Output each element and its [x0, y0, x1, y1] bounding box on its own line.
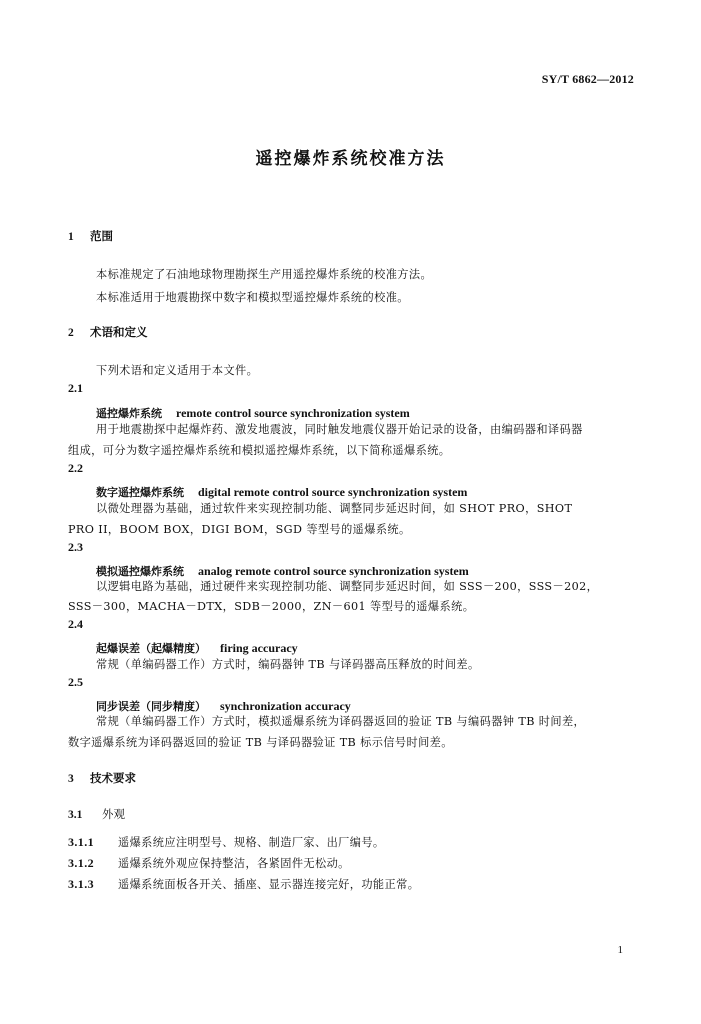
- clause-2-5-term: [96, 695, 351, 714]
- clause-3-1-2-text: 遥爆系统外观应保持整洁，各紧固件无松动。: [118, 857, 350, 870]
- subsection-3-1-title: 外观: [102, 807, 125, 821]
- section-3-number: 3: [68, 773, 74, 785]
- clause-2-5-number: 2.5: [68, 675, 83, 689]
- section-2-heading: [68, 324, 148, 340]
- clause-3-1-1-number: 3.1.1: [68, 835, 94, 849]
- clause-2-1-term-en: remote control source synchronization system: [176, 406, 410, 420]
- clause-2-1-number: 2.1: [68, 381, 83, 395]
- clause-2-1-def-line-1: 用于地震勘探中起爆炸药、激发地震波，同时触发地震仪器开始记录的设备，由编码器和译码器: [96, 423, 583, 436]
- clause-3-1-2-number: 3.1.2: [68, 856, 94, 870]
- clause-2-1-term: [96, 402, 410, 421]
- clause-3-1-1-text: 遥爆系统应注明型号、规格、制造厂家、出厂编号。: [118, 836, 385, 849]
- clause-3-1-2: [68, 855, 350, 871]
- clause-2-3-def-line-1: 以逻辑电路为基础，通过硬件来实现控制功能、调整同步延迟时间，如 SSS－200，SSS－202，: [96, 580, 599, 593]
- clause-2-3-def-line-2: SSS－300，MACHA－DTX，SDB－2000，ZN－601 等型号的遥爆系统。: [68, 600, 475, 613]
- subsection-3-1-number: 3.1: [68, 809, 83, 821]
- clause-2-5-term-en: synchronization accuracy: [220, 699, 351, 713]
- section-3-title: 技术要求: [90, 771, 136, 785]
- section-2-intro: 下列术语和定义适用于本文件。: [96, 364, 259, 377]
- subsection-3-1-heading: [68, 806, 125, 822]
- clause-2-5-def-line-2: 数字遥爆系统为译码器返回的验证 TB 与译码器验证 TB 标示信号时间差。: [68, 736, 453, 749]
- section-3-heading: [68, 770, 136, 786]
- clause-2-4-term-cn: 起爆误差（起爆精度）: [96, 642, 206, 655]
- clause-3-1-3: [68, 876, 419, 892]
- clause-3-1-3-number: 3.1.3: [68, 877, 94, 891]
- clause-2-3-number: 2.3: [68, 540, 83, 554]
- section-1-number: 1: [68, 231, 74, 243]
- clause-2-4-number: 2.4: [68, 617, 83, 631]
- section-1-para-1: 本标准规定了石油地球物理勘探生产用遥控爆炸系统的校准方法。: [96, 268, 433, 281]
- clause-2-4-def-line-1: 常规（单编码器工作）方式时，编码器钟 TB 与译码器高压释放的时间差。: [96, 658, 480, 671]
- clause-2-2-term-cn: 数字遥控爆炸系统: [96, 486, 184, 499]
- clause-2-3-term-cn: 模拟遥控爆炸系统: [96, 565, 184, 578]
- section-1-heading: [68, 228, 113, 244]
- clause-2-3-term-en: analog remote control source synchronization system: [198, 564, 469, 578]
- clause-2-5-def-line-1: 常规（单编码器工作）方式时，模拟遥爆系统为译码器返回的验证 TB 与编码器钟 TB 时间差，: [96, 715, 586, 728]
- page-number: 1: [617, 944, 623, 956]
- section-1-para-2: 本标准适用于地震勘探中数字和模拟型遥控爆炸系统的校准。: [96, 291, 409, 304]
- clause-3-1-3-text: 遥爆系统面板各开关、插座、显示器连接完好，功能正常。: [118, 878, 420, 891]
- clause-2-2-number: 2.2: [68, 461, 83, 475]
- section-1-title: 范围: [90, 229, 113, 243]
- clause-2-3-term: [96, 560, 469, 579]
- standard-number: SY/T 6862—2012: [541, 72, 634, 86]
- document-title: 遥控爆炸系统校准方法: [255, 149, 446, 169]
- clause-2-2-term: [96, 481, 467, 500]
- clause-2-5-term-cn: 同步误差（同步精度）: [96, 700, 206, 713]
- clause-2-4-term: [96, 637, 298, 656]
- clause-2-1-def-line-2: 组成，可分为数字遥控爆炸系统和模拟遥控爆炸系统，以下简称遥爆系统。: [68, 444, 451, 457]
- section-2-title: 术语和定义: [90, 325, 148, 339]
- clause-3-1-1: [68, 834, 385, 850]
- clause-2-2-term-en: digital remote control source synchronization system: [198, 485, 468, 499]
- section-2-number: 2: [68, 327, 74, 339]
- clause-2-1-term-cn: 遥控爆炸系统: [96, 407, 162, 420]
- clause-2-4-term-en: firing accuracy: [220, 641, 298, 655]
- clause-2-2-def-line-2: PRO II，BOOM BOX，DIGI BOM，SGD 等型号的遥爆系统。: [68, 523, 411, 536]
- clause-2-2-def-line-1: 以微处理器为基础，通过软件来实现控制功能、调整同步延迟时间，如 SHOT PRO，SHOT: [96, 502, 573, 515]
